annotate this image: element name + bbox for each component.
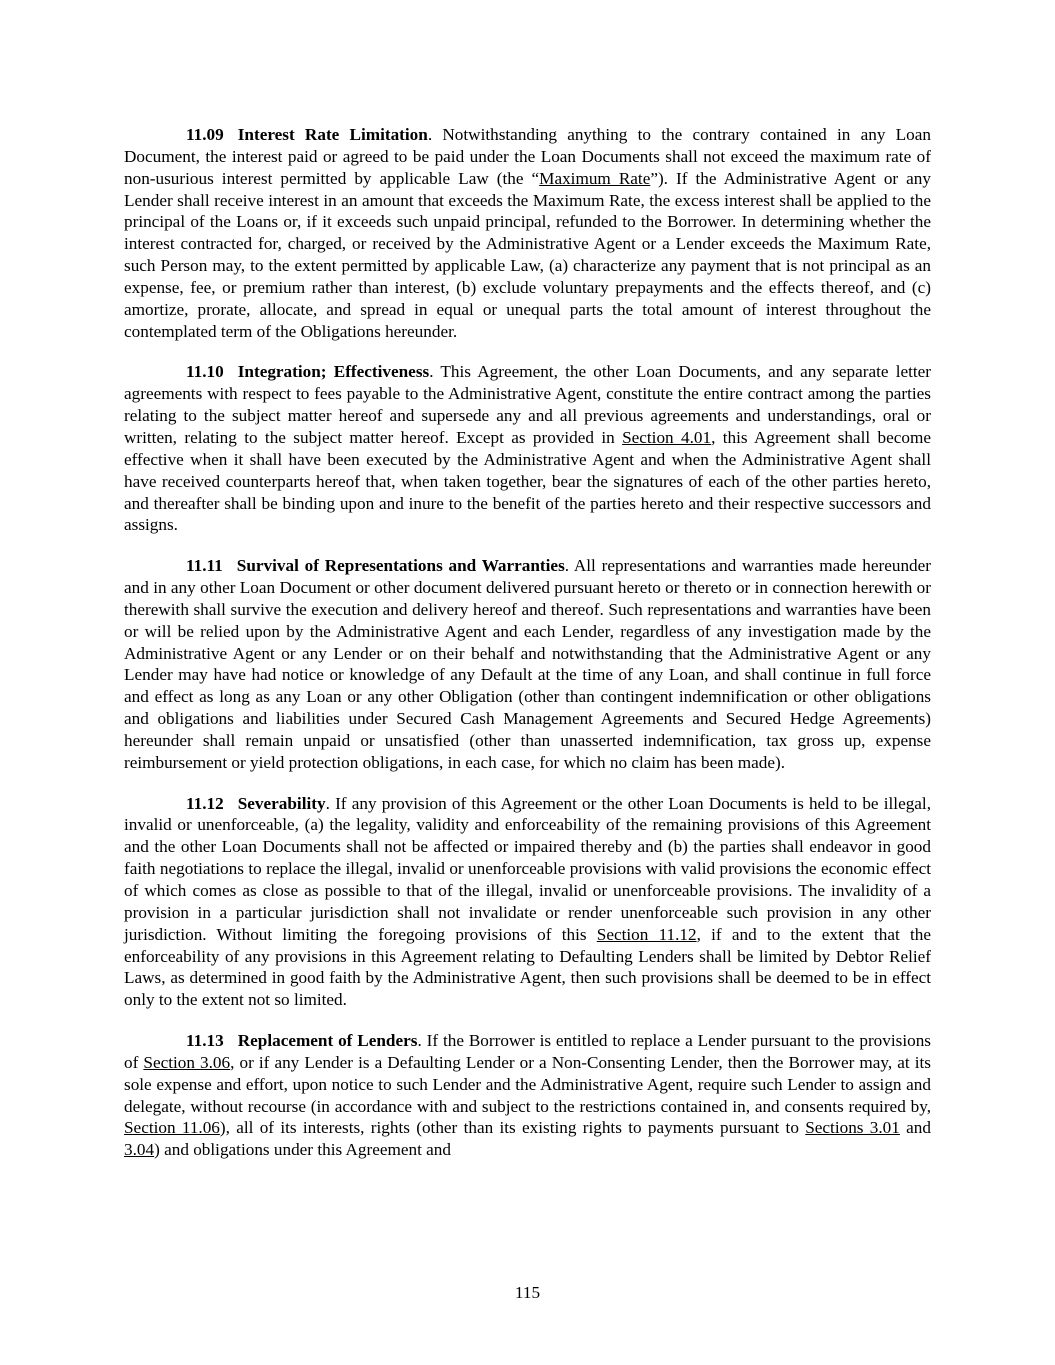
section-text: and	[899, 1118, 931, 1138]
section-text: . If any provision of this Agreement or the other Loan Documents is held to be illegal, invalid or unenforceable, (a) the legality, validity and enforceability of the remaining provisions of this Agreement and the other Loan Documents shall not be affected or impaired thereby and (b) the parties shall endeavor in good faith negotiations to replace the illegal, invalid or unenforceable provisions with valid provisions the economic effect of which comes as close as possible to that of the illegal, invalid or unenforceable provisions. The invalidity of a provision in a particular jurisdiction shall not invalidate or render unenforceable such provision in any other jurisdiction. Without limiting the foregoing provisions of this	[124, 793, 931, 944]
section-reference-link[interactable]: Section 11.12	[596, 924, 697, 944]
section-number: 11.10	[186, 362, 224, 382]
page-number: 115	[514, 1283, 541, 1302]
section-11-11	[124, 555, 931, 773]
section-text: ”). If the Administrative Agent or any Lender shall receive interest in an amount that exceeds the Maximum Rate, the excess interest shall be applied to the principal of the Loans or, if it exceeds such unpaid principal, refunded to the Borrower. In determining whether the interest contracted for, charged, or received by the Administrative Agent or a Lender exceeds the Maximum Rate, such Person may, to the extent permitted by applicable Law, (a) characterize any payment that is not principal as an expense, fee, or premium rather than interest, (b) exclude voluntary prepayments and the effects thereof, and (c) amortize, prorate, allocate, and spread in equal or unequal parts the total amount of interest throughout the contemplated term of the Obligations hereunder.	[124, 168, 931, 341]
section-heading: Severability	[237, 793, 326, 813]
section-reference-link[interactable]: Sections 3.01	[805, 1118, 900, 1138]
section-text: . Notwithstanding anything to the contrary contained in any Loan Document, the interest paid or agreed to be paid under the Loan Documents shall not exceed the maximum rate of non-usurious interest permitted by applicable Law (the “	[124, 125, 931, 188]
defined-term-maximum-rate: Maximum Rate	[539, 168, 651, 188]
section-text: ) and obligations under this Agreement and	[154, 1140, 451, 1160]
section-heading: Interest Rate Limitation	[237, 125, 428, 144]
section-text: , or if any Lender is a Defaulting Lender or a Non-Consenting Lender, then the Borrower may, at its sole expense and effort, upon notice to such Lender and the Administrative Agent, require such Lender to assign and delegate, without recourse (in accordance with and subject to the restrictions contained in, and consents required by,	[124, 1052, 931, 1116]
section-11-10	[124, 361, 931, 536]
section-heading: Survival of Representations and Warranties	[236, 556, 565, 576]
section-reference-link[interactable]: Section 4.01	[622, 427, 712, 447]
section-heading: Integration; Effectiveness	[237, 362, 430, 382]
section-reference-link[interactable]: Section 11.06	[124, 1118, 220, 1138]
section-text: ), all of its interests, rights (other than its existing rights to payments pursuant to	[219, 1118, 806, 1138]
section-text: . All representations and warranties made hereunder and in any other Loan Document or other document delivered pursuant hereto or thereto or in connection herewith or therewith shall survive the execution and delivery hereof and thereof. Such representations and warranties have been or will be relied upon by the Administrative Agent and each Lender, regardless of any investigation made by the Administrative Agent or any Lender or on their behalf and notwithstanding that the Administrative Agent or any Lender may have had notice or knowledge of any Default at the time of any Loan, and shall continue in full force and effect as long as any Loan or any other Obligation (other than contingent indemnification or other obligations and obligations and liabilities under Secured Cash Management Agreements and Secured Hedge Agreements) hereunder shall remain unpaid or unsatisfied (other than unasserted indemnification, tax gross up, expense reimbursement or yield protection obligations, in each case, for which no claim has been made).	[124, 556, 931, 772]
section-11-12	[124, 793, 931, 1011]
section-heading: Replacement of Lenders	[237, 1031, 418, 1051]
section-number: 11.09	[186, 125, 224, 144]
section-text: . If the Borrower is entitled to replace a Lender pursuant to the provisions of	[124, 1031, 931, 1072]
section-reference-link[interactable]: Section 3.06	[143, 1052, 231, 1072]
section-text: , if and to the extent that the enforceability of any provisions in this Agreement relating to Defaulting Lenders shall be limited by Debtor Relief Laws, as determined in good faith by the Administrative Agent, then such provisions shall be deemed to be in effect only to the extent not so limited.	[124, 924, 931, 1010]
section-11-09	[124, 124, 931, 342]
section-text: . This Agreement, the other Loan Documents, and any separate letter agreements with respect to fees payable to the Administrative Agent, constitute the entire contract among the parties relating to the subject matter hereof and supersede any and all previous agreements and understandings, oral or written, relating to the subject matter hereof. Except as provided in	[124, 362, 932, 447]
section-number: 11.13	[186, 1031, 224, 1051]
section-reference-link[interactable]: 3.04	[124, 1140, 155, 1160]
document-body	[124, 124, 931, 1180]
section-number: 11.12	[186, 793, 224, 813]
section-11-13	[124, 1030, 931, 1161]
section-number: 11.11	[186, 556, 223, 576]
section-text: , this Agreement shall become effective when it shall have been executed by the Administrative Agent and when the Administrative Agent shall have received counterparts hereof that, when taken together, bear the signatures of each of the other parties hereto, and thereafter shall be binding upon and inure to the benefit of the parties hereto and their respective successors and assigns.	[124, 427, 931, 535]
